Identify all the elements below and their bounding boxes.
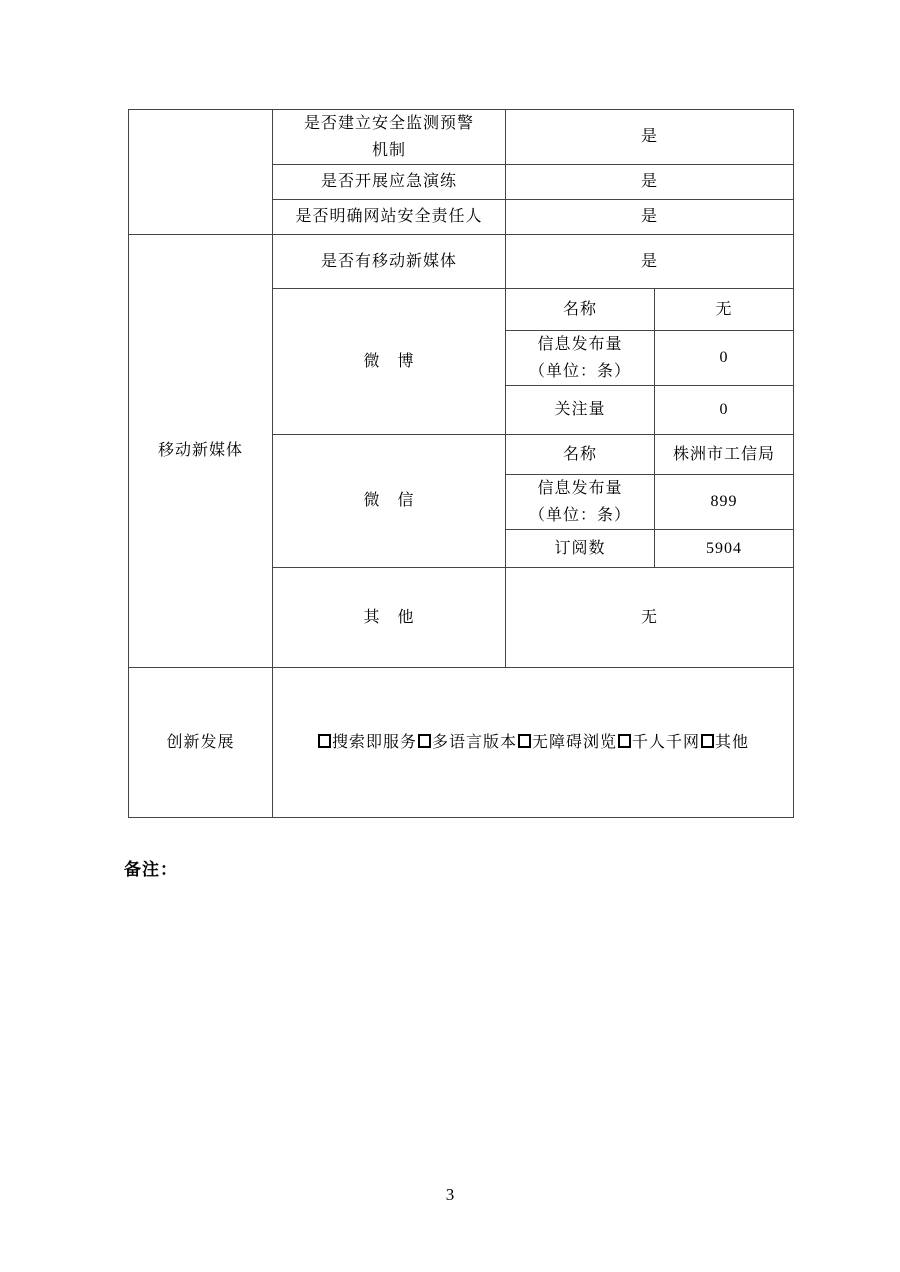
other-media-label-cell: 其 他 — [273, 568, 506, 668]
innovation-option-label: 其他 — [715, 733, 750, 751]
weibo-name-value-cell: 无 — [655, 289, 794, 331]
wechat-label-cell: 微 信 — [273, 435, 506, 568]
section-cell-innovation: 创新发展 — [129, 668, 273, 818]
label-line-2: （单位：条） — [528, 507, 631, 524]
weibo-posts-label-cell — [506, 331, 655, 386]
innovation-option-label: 无障碍浏览 — [532, 733, 618, 751]
wechat-name-value-cell: 株洲市工信局 — [655, 435, 794, 475]
remark-label: 备注： — [124, 860, 178, 879]
weibo-posts-value-cell: 0 — [655, 331, 794, 386]
wechat-posts-label-cell — [506, 475, 655, 530]
label-line-2: 机制 — [371, 142, 406, 159]
innovation-options-cell — [273, 668, 794, 818]
other-media-value-cell: 无 — [506, 568, 794, 668]
checkbox-icon — [518, 734, 531, 748]
emergency-drill-label-cell: 是否开展应急演练 — [273, 165, 506, 200]
table-row — [129, 668, 794, 818]
checkbox-icon — [618, 734, 631, 748]
security-person-value-cell: 是 — [506, 200, 794, 235]
security-monitor-value-cell: 是 — [506, 110, 794, 165]
security-person-label-cell: 是否明确网站安全责任人 — [273, 200, 506, 235]
wechat-subscribers-label-cell: 订阅数 — [506, 530, 655, 568]
label-line-1: 信息发布量 — [537, 336, 623, 353]
section-cell-empty — [129, 110, 273, 235]
security-monitor-label-cell — [273, 110, 506, 165]
wechat-subscribers-value-cell: 5904 — [655, 530, 794, 568]
innovation-option-label: 千人千网 — [632, 733, 701, 751]
label-line-1: 信息发布量 — [537, 480, 623, 497]
page-number: 3 — [445, 1185, 455, 1204]
table-row — [129, 235, 794, 289]
wechat-posts-value-cell: 899 — [655, 475, 794, 530]
weibo-label-cell: 微 博 — [273, 289, 506, 435]
weibo-followers-value-cell: 0 — [655, 386, 794, 435]
table-row — [129, 110, 794, 165]
has-mobile-value-cell: 是 — [506, 235, 794, 289]
has-mobile-label-cell: 是否有移动新媒体 — [273, 235, 506, 289]
label-line-1: 是否建立安全监测预警 — [303, 115, 474, 132]
wechat-name-label-cell: 名称 — [506, 435, 655, 475]
checkbox-icon — [418, 734, 431, 748]
label-line-2: （单位：条） — [528, 363, 631, 380]
innovation-option-label: 多语言版本 — [431, 733, 517, 751]
annual-report-table — [128, 109, 794, 818]
checkbox-icon — [701, 734, 714, 748]
weibo-followers-label-cell: 关注量 — [506, 386, 655, 435]
innovation-option-label: 搜索即服务 — [331, 733, 417, 751]
weibo-name-label-cell: 名称 — [506, 289, 655, 331]
checkbox-icon — [318, 734, 331, 748]
section-cell-mobile-media: 移动新媒体 — [129, 235, 273, 668]
emergency-drill-value-cell: 是 — [506, 165, 794, 200]
